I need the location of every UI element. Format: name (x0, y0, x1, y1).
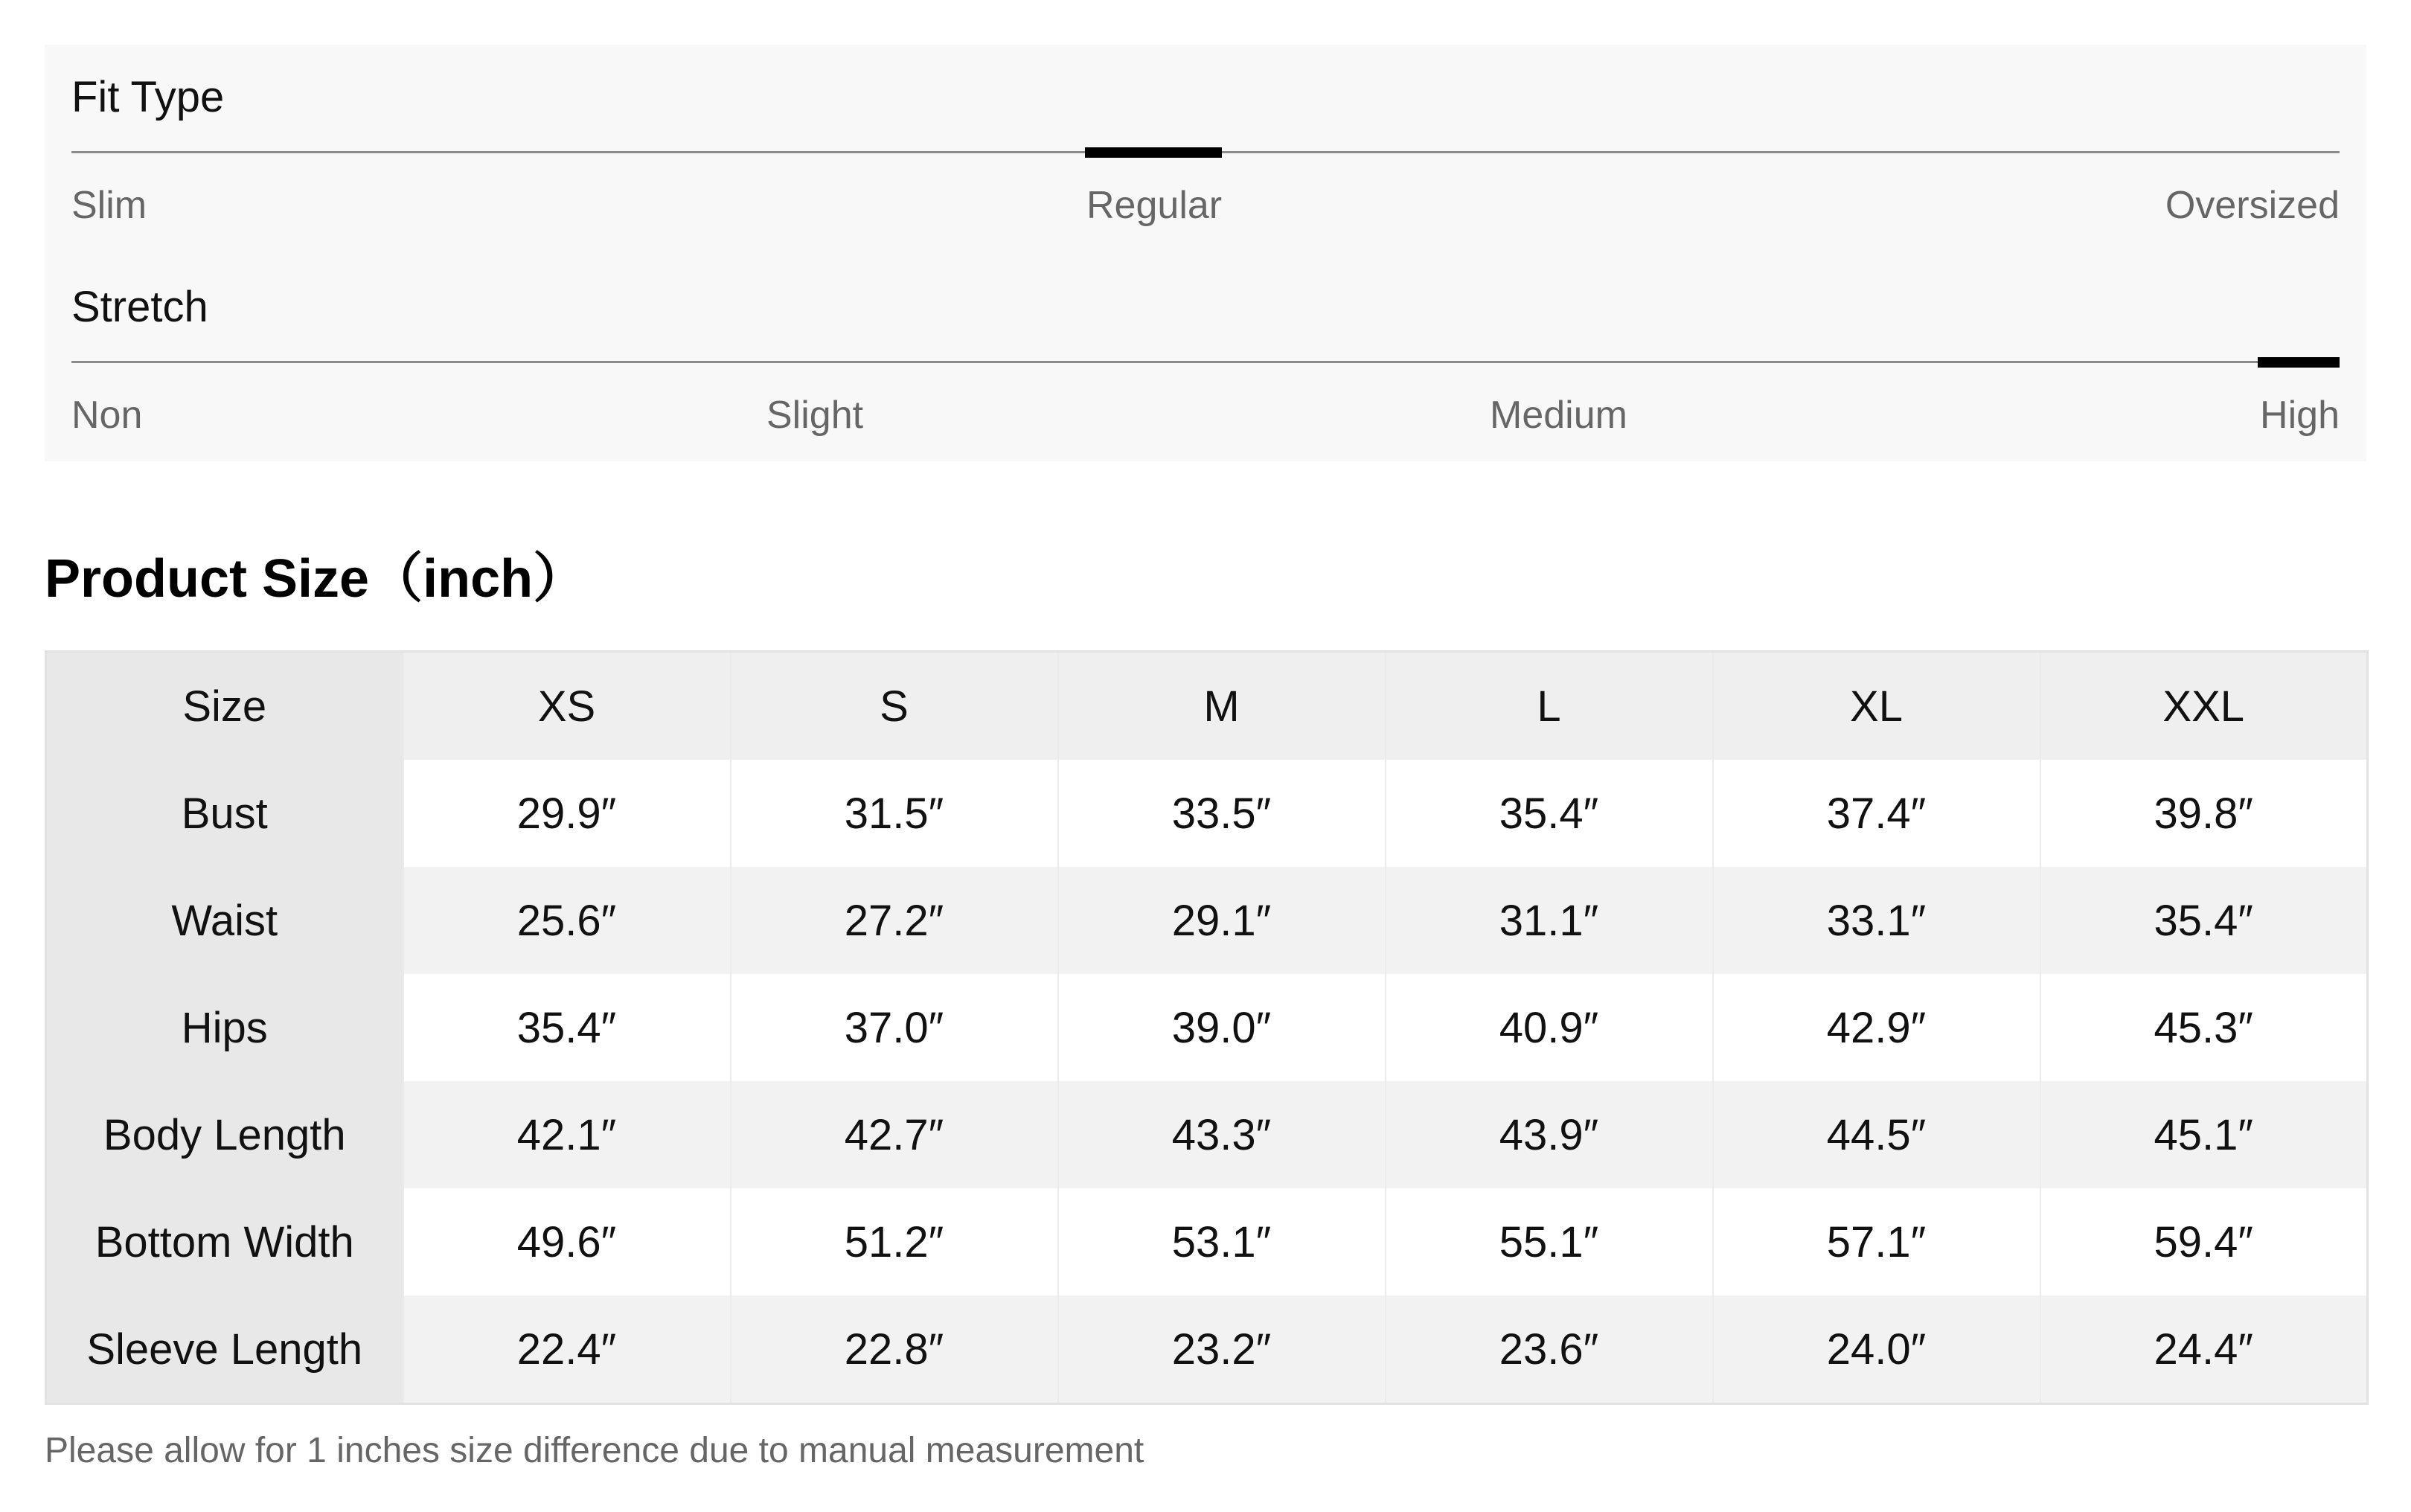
table-cell: 37.0″ (731, 974, 1058, 1081)
table-cell: 59.4″ (2040, 1188, 2368, 1295)
size-table (45, 650, 2369, 1405)
table-cell: 39.8″ (2040, 760, 2368, 867)
table-cell: 24.4″ (2040, 1295, 2368, 1404)
table-cell: 29.9″ (403, 760, 731, 867)
stretch-scale-medium: Medium (1490, 394, 1627, 437)
row-label-sleeve-length: Sleeve Length (46, 1295, 403, 1404)
row-label-waist: Waist (46, 867, 403, 974)
table-cell: 43.9″ (1386, 1081, 1713, 1188)
table-cell: 27.2″ (731, 867, 1058, 974)
table-cell: 49.6″ (403, 1188, 731, 1295)
row-label-body-length: Body Length (46, 1081, 403, 1188)
table-cell: 42.9″ (1713, 974, 2040, 1081)
table-row (46, 974, 2368, 1081)
stretch-scale-slight: Slight (766, 394, 864, 437)
row-label-bottom-width: Bottom Width (46, 1188, 403, 1295)
table-cell: 45.1″ (2040, 1081, 2368, 1188)
table-cell: 43.3″ (1058, 1081, 1386, 1188)
table-cell: 22.8″ (731, 1295, 1058, 1404)
header-m: M (1058, 652, 1386, 760)
table-cell: 22.4″ (403, 1295, 731, 1404)
table-cell: 29.1″ (1058, 867, 1386, 974)
header-size: Size (46, 652, 403, 760)
table-cell: 35.4″ (1386, 760, 1713, 867)
table-cell: 37.4″ (1713, 760, 2040, 867)
stretch-scale-non: Non (71, 394, 143, 437)
header-xxl: XXL (2040, 652, 2368, 760)
table-cell: 33.5″ (1058, 760, 1386, 867)
fit-type-scale-regular: Regular (1086, 184, 1223, 227)
table-cell: 57.1″ (1713, 1188, 2040, 1295)
product-size-title: Product Size（inch） (45, 549, 587, 609)
table-cell: 44.5″ (1713, 1081, 2040, 1188)
table-cell: 35.4″ (403, 974, 731, 1081)
table-row (46, 1295, 2368, 1404)
table-row (46, 867, 2368, 974)
row-label-bust: Bust (46, 760, 403, 867)
table-cell: 45.3″ (2040, 974, 2368, 1081)
header-xs: XS (403, 652, 731, 760)
measurement-note: Please allow for 1 inches size difference due to manual measurement (45, 1431, 1144, 1470)
stretch-marker (2258, 357, 2340, 368)
fit-panel (45, 45, 2366, 461)
table-cell: 24.0″ (1713, 1295, 2040, 1404)
table-row (46, 760, 2368, 867)
header-l: L (1386, 652, 1713, 760)
table-cell: 42.1″ (403, 1081, 731, 1188)
table-cell: 42.7″ (731, 1081, 1058, 1188)
header-s: S (731, 652, 1058, 760)
stretch-track (71, 361, 2340, 363)
table-header-row (46, 652, 2368, 760)
row-label-hips: Hips (46, 974, 403, 1081)
stretch-scale-high: High (2260, 394, 2340, 437)
table-cell: 25.6″ (403, 867, 731, 974)
table-cell: 33.1″ (1713, 867, 2040, 974)
fit-type-scale-oversized: Oversized (2165, 184, 2340, 227)
table-cell: 39.0″ (1058, 974, 1386, 1081)
fit-type-marker (1085, 147, 1222, 158)
header-xl: XL (1713, 652, 2040, 760)
table-cell: 51.2″ (731, 1188, 1058, 1295)
table-cell: 40.9″ (1386, 974, 1713, 1081)
table-cell: 23.6″ (1386, 1295, 1713, 1404)
fit-type-scale-slim: Slim (71, 184, 147, 227)
fit-type-label: Fit Type (71, 73, 225, 121)
table-cell: 31.5″ (731, 760, 1058, 867)
stretch-label: Stretch (71, 283, 208, 331)
table-cell: 23.2″ (1058, 1295, 1386, 1404)
table-row (46, 1081, 2368, 1188)
table-cell: 53.1″ (1058, 1188, 1386, 1295)
table-cell: 55.1″ (1386, 1188, 1713, 1295)
table-row (46, 1188, 2368, 1295)
table-cell: 35.4″ (2040, 867, 2368, 974)
table-cell: 31.1″ (1386, 867, 1713, 974)
